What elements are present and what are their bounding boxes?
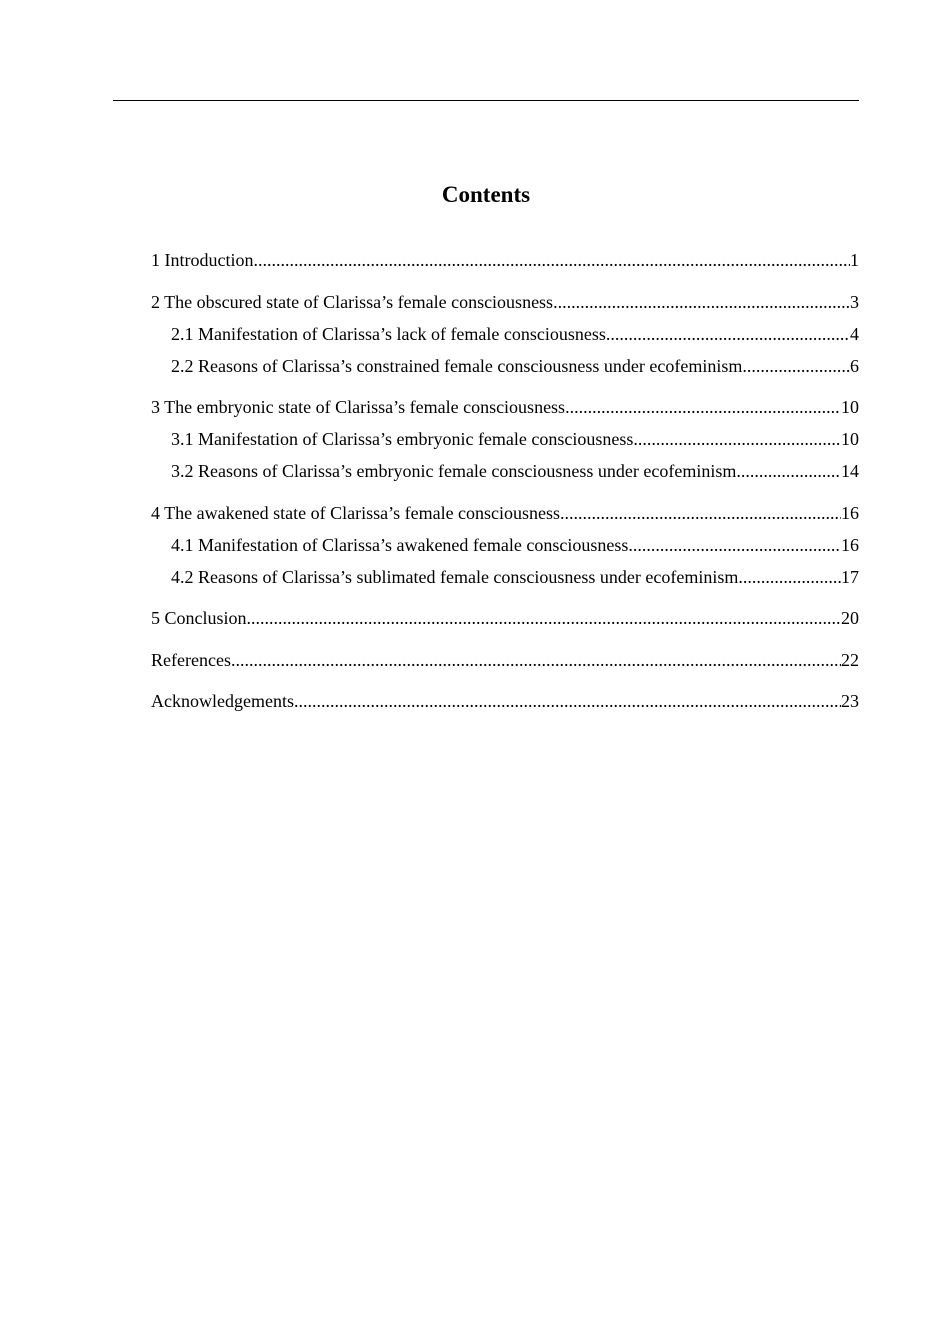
toc-list bbox=[151, 247, 859, 714]
toc-entry[interactable] bbox=[151, 500, 859, 526]
toc-page-number: 17 bbox=[841, 566, 859, 587]
toc-entry-text: 2.2 Reasons of Clarissa’s constrained female consciousness under ecofeminism bbox=[171, 355, 743, 376]
toc-entry-text: 3.1 Manifestation of Clarissa’s embryonic female consciousness bbox=[171, 429, 634, 449]
toc-entry-text: 4 The awakened state of Clarissa’s female consciousness bbox=[151, 502, 561, 523]
toc-dot-leader bbox=[253, 247, 850, 273]
toc-entry[interactable] bbox=[151, 353, 859, 379]
toc-entry[interactable] bbox=[151, 532, 859, 558]
toc-entry[interactable] bbox=[151, 688, 859, 714]
toc-dot-leader bbox=[553, 289, 850, 315]
toc-page-number: 20 bbox=[841, 608, 859, 628]
toc-dot-leader bbox=[628, 532, 841, 558]
toc-entry-text: 2.1 Manifestation of Clarissa’s lack of female consciousness bbox=[171, 323, 606, 344]
toc-page-number: 4 bbox=[850, 323, 859, 344]
toc-title: Contents bbox=[441, 182, 531, 207]
toc-dot-leader bbox=[742, 353, 850, 379]
toc-entry-text: 5 Conclusion bbox=[151, 608, 247, 628]
toc-entry-text: 3 The embryonic state of Clarissa’s female consciousness bbox=[151, 397, 566, 417]
toc-entry[interactable] bbox=[151, 458, 859, 484]
toc-entry[interactable] bbox=[151, 605, 859, 631]
toc-entry[interactable] bbox=[151, 321, 859, 347]
toc-entry[interactable] bbox=[151, 247, 859, 273]
toc-page-number: 10 bbox=[841, 429, 859, 449]
toc-page-number: 23 bbox=[841, 691, 859, 711]
toc-dot-leader bbox=[247, 605, 841, 631]
toc-page-number: 3 bbox=[850, 291, 859, 312]
toc-entry-text: 4.1 Manifestation of Clarissa’s awakened female consciousness bbox=[171, 534, 629, 555]
toc-page-number: 16 bbox=[841, 534, 859, 555]
toc-entry[interactable] bbox=[151, 426, 859, 452]
toc-entry-text: 4.2 Reasons of Clarissa’s sublimated female consciousness under ecofeminism bbox=[171, 566, 739, 587]
toc-page-number: 22 bbox=[841, 649, 859, 670]
toc-entry[interactable] bbox=[151, 564, 859, 590]
toc-dot-leader bbox=[231, 647, 841, 673]
toc-entry-text: 2 The obscured state of Clarissa’s female consciousness bbox=[151, 291, 554, 312]
toc-entry[interactable] bbox=[151, 289, 859, 315]
toc-page-number: 16 bbox=[841, 502, 859, 523]
toc-dot-leader bbox=[560, 500, 841, 526]
toc-dot-leader bbox=[294, 688, 841, 714]
toc-entry[interactable] bbox=[151, 394, 859, 420]
toc-page-number: 1 bbox=[850, 250, 859, 270]
toc-dot-leader bbox=[633, 426, 841, 452]
toc-page-number: 10 bbox=[841, 397, 859, 417]
toc-dot-leader bbox=[606, 321, 850, 347]
toc-entry-text: 3.2 Reasons of Clarissa’s embryonic female consciousness under ecofeminism bbox=[171, 461, 737, 481]
toc-dot-leader bbox=[565, 394, 841, 420]
toc-entry-text: 1 Introduction bbox=[151, 250, 254, 270]
toc-entry[interactable] bbox=[151, 647, 859, 673]
toc-dot-leader bbox=[736, 458, 841, 484]
toc-entry-text: Acknowledgements bbox=[151, 691, 294, 711]
toc-entry-text: References bbox=[151, 649, 231, 670]
header-rule bbox=[113, 100, 859, 101]
toc-page-number: 6 bbox=[850, 355, 859, 376]
toc-page-number: 14 bbox=[841, 461, 859, 481]
toc-dot-leader bbox=[738, 564, 841, 590]
